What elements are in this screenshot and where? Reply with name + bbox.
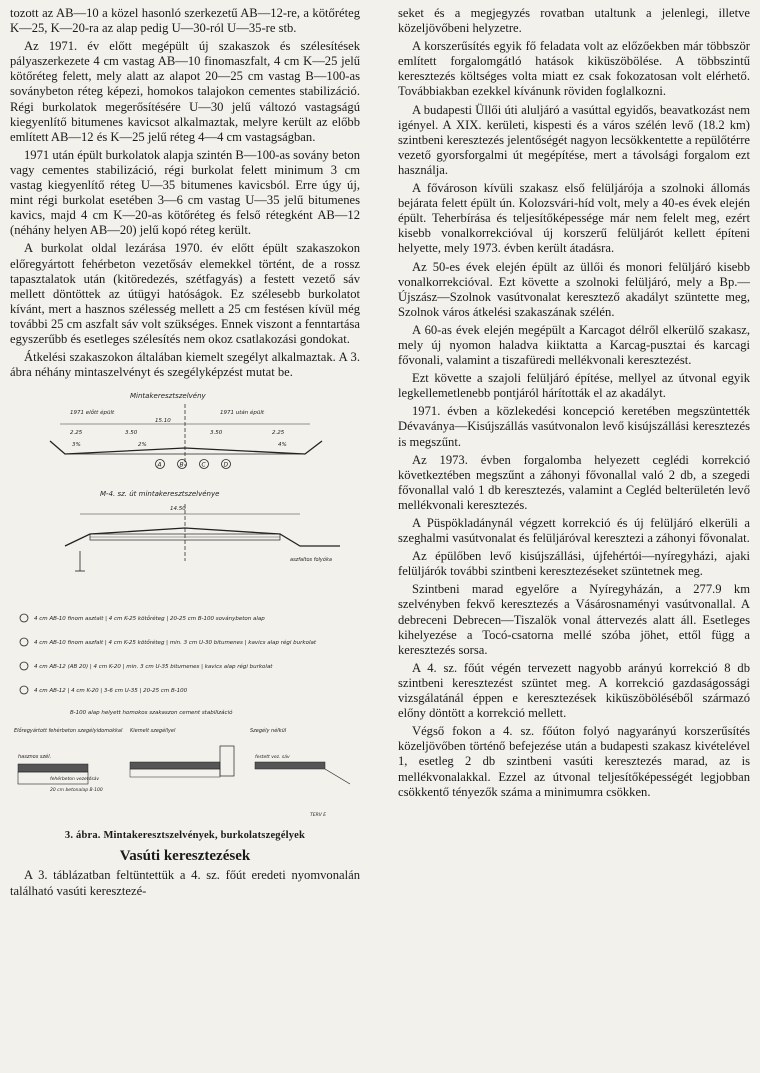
legend-a: 4 cm AB-10 finom asztalt | 4 cm K-25 kötőréteg | 20-25 cm B-100 soványbeton alap bbox=[34, 616, 265, 623]
paragraph: A budapesti Üllői úti aluljáró a vasúttal egyidős, beavatkozást nem igényel. A XIX. kerületi, kispesti és a város szélén levő (18.2 km) szintbeni keresztezés jelentőségét nagyon lecsökkentette a repülőtérre vezető gyorsforgalmi út megépítése, mert a távolsági forgalom ezt használja. bbox=[398, 102, 750, 177]
dim-1: 2.25 bbox=[70, 430, 83, 437]
dim-3: 3.50 bbox=[210, 430, 223, 437]
paragraph: A fővároson kívüli szakasz első felüljárója a szolnoki állomás bejárata felett épült ún. Kolozsvári-híd volt, mely a 40-es évek elején épült. Teherbírása és teljesítőképessége már nem felelt meg, ezért kisebb vonalkorrekcióval új korszerű felüljárót kellett építeni helyette, mely 1973. évben került átadásra. bbox=[398, 181, 750, 256]
after-label: 1971 után épült bbox=[220, 410, 265, 417]
dim-total-1: 15.10 bbox=[155, 418, 171, 425]
paragraph: A 60-as évek elején megépült a Karcagot délről elkerülő szakasz, mely új nyomon haladva kiiktatta a Karcag-pusztai és karcagi fővonali, valamint a tiszafüredi mellékvonali keresztezést. bbox=[398, 322, 750, 368]
circle-label-b: B bbox=[179, 461, 184, 469]
figure-title-1: Mintakeresztszelvény bbox=[130, 392, 206, 401]
cross-section-drawing bbox=[10, 386, 360, 826]
paragraph: Szintbeni marad egyelőre a Nyíregyházán, a 277.9 km szelvényben fekvő keresztezés a Vásárosnaményi vasútvonallal. A debreceni Debrecen—Tiszalök vonal áttervezés alatt áll. Esetleges kihelyezése a Tocó-csatorna mellé szóba jöhet, ettől függ a keresztezés sorsa. bbox=[398, 582, 750, 657]
edge-label-6: 20 cm betonalap B-100 bbox=[50, 788, 103, 794]
circle-label-a: A bbox=[157, 461, 162, 469]
paragraph: Ezt követte a szajoli felüljáró építése, mellyel az útvonal egyik legkellemetlenebb pontjáról hárították el az akadályt. bbox=[398, 371, 750, 401]
figure-caption: 3. ábra. Mintakeresztszelvények, burkolatszegélyek bbox=[64, 830, 306, 842]
paragraph: A 3. táblázatban feltüntettük a 4. sz. főút eredeti nyomvonalán található vasúti keresztezé- bbox=[10, 868, 360, 898]
pct-3: 4% bbox=[278, 442, 287, 449]
paragraph: 1971. évben a közlekedési koncepció keretében megszüntették Dévaványa—Kisújszállás vasútvonalon levő kisújszállási keresztezés is megszűnt. bbox=[398, 404, 750, 449]
edge-label-7: festett vez. sáv bbox=[255, 755, 290, 761]
paragraph: A 4. sz. főút végén tervezett nagyobb arányú korrekció 8 db szintbeni keresztezést szüntet meg. A korrekció gazdaságossági vizsgálatánál éppen e keresztezések kiküszöböléséből származó előny döntött a korrekció mellett. bbox=[398, 660, 750, 721]
cross-section-figure bbox=[10, 386, 360, 826]
edge-label-2: Kiemelt szegéllyel bbox=[130, 728, 176, 735]
circle-markers bbox=[156, 460, 231, 469]
dim-4: 2.25 bbox=[272, 430, 285, 437]
paragraph: A Püspökladánynál végzett korrekció és új felüljáró elkerüli a szeghalmi vasútvonalat és felüljáróval keresztezi a záhonyi fővonalat. bbox=[398, 516, 750, 546]
right-column bbox=[398, 6, 750, 803]
paragraph: Végső fokon a 4. sz. főúton folyó nagyarányú korszerűsítés közeljövőben történő befejezése után a budapesti szakasz kivételével 1, esetleg 2 db szintbeni vasúti keresztezés marad, az is mellékvonalakkal. Ezzel az útvonal teljesítőképességét legjobban csökkentő tényezők száma a minimumra csökken. bbox=[398, 724, 750, 799]
section-heading: Vasúti keresztezések bbox=[119, 848, 251, 865]
legend-c: 4 cm AB-12 (AB 20) | 4 cm K-20 | min. 3 cm U-35 bitumenes | kavics alap régi burkolat bbox=[34, 664, 273, 671]
edge-label-4: hasznos szél. bbox=[18, 754, 52, 761]
paragraph: Az épülőben levő kisújszállási, újfehértói—nyíregyházi, ajaki felüljárók további szintbeni keresztezéseket szüntetnek meg. bbox=[398, 549, 750, 579]
dim-total-2: 14.50 bbox=[170, 506, 186, 513]
layer-legend bbox=[20, 614, 317, 694]
legend-d: 4 cm AB-12 | 4 cm K-20 | 3-6 cm U-35 | 20-25 cm B-100 bbox=[34, 688, 188, 695]
edge-label-8: TERV E bbox=[310, 813, 327, 819]
figure-title-2: M-4. sz. út mintakeresztszelvénye bbox=[100, 490, 220, 499]
gutter-label: aszfaltos folyóka bbox=[290, 557, 332, 564]
paragraph: tozott az AB—10 a közel hasonló szerkezetű AB—12-re, a kötőréteg K—25, K—20-ra az alap pedig U—30-ról U—35-re stb. bbox=[10, 6, 360, 36]
paragraph: Az 1973. évben forgalomba helyezett ceglédi korrekció következtében megszűnt a záhonyi fővonallal való 2 db, a szegedi fővonallal való 1 db keresztezés, valamint a Cegléd belterületén levő mellékvonali keresztezés. bbox=[398, 452, 750, 512]
dim-2: 3.50 bbox=[125, 430, 138, 437]
paragraph: A burkolat oldal lezárása 1970. év előtt épült szakaszokon előregyártott fehérbeton vezetősáv elemekkel történt, de a rossz tapasztalatok után (kitöredezés, szétfagyás) a festett vezető sáv mellett döntöttek az útügyi hatóságok. Ez szélesebb burkolatot kívánt, mert a hasznos szélesség mellett a 25 cm festésen kívül még további 25 cm aszfalt sáv volt szükséges. Ennek viszont a fenntartása egyszerűbb és esetleges szélesítés nem okoz csatlakozási gondokat. bbox=[10, 241, 360, 346]
left-column bbox=[10, 6, 360, 902]
note-line: B-100 alap helyett homokos szakaszon cement stabilizáció bbox=[70, 710, 233, 717]
legend-b: 4 cm AB-10 finom aszfalt | 4 cm K-25 kötőréteg | min. 3 cm U-30 bitumenes | kavics alap régi burkolat bbox=[34, 640, 317, 647]
paragraph: Az 50-es évek elején épült az üllői és monori felüljáró kisebb vonalkorrekcióval. Ezt követte a szolnoki felüljáró, mely a Bp.—Újszász—Szolnok vasútvonalat keresztező akadályt szüntette meg, Szolnok város átkelési szakaszának szélén. bbox=[398, 259, 750, 319]
pct-2: 2% bbox=[138, 442, 147, 449]
edge-label-1: Előregyártott fehérbeton szegélyidomokkal bbox=[14, 728, 123, 735]
circle-label-c: C bbox=[201, 461, 206, 469]
paragraph: A korszerűsítés egyik fő feladata volt az előzőekben már többször említett forgalomgátló hatások kiküszöbölése. A többszintű keresztezés költséges volta miatt ez csak fokozatosan volt elérhető. Továbbiakban ezekkel kívánunk röviden foglalkozni. bbox=[398, 39, 750, 99]
pct-1: 3% bbox=[72, 442, 81, 449]
paragraph: 1971 után épült burkolatok alapja szintén B—100-as sovány beton vagy cementes stabilizáció, régi burkolat felett minimum 3 cm vastag kiegyenlítő réteg U—35 bitumenes kavicsból. Erre úgy új, mint régi burkolat esetében 3—6 cm vastag U—35 jelű bitumenes kavics, majd 4 cm K—20-as kötőréteg és felső rétegként AB—12 (néhány helyen AB—20) jelű kopó réteg került. bbox=[10, 147, 360, 238]
edge-label-3: Szegély nélkül bbox=[250, 728, 287, 735]
paragraph: Átkelési szakaszokon általában kiemelt szegélyt alkalmaztak. A 3. ábra néhány mintaszelvényt és szegélyképzést mutat be. bbox=[10, 350, 360, 380]
before-label: 1971 előtt épült bbox=[70, 410, 115, 417]
circle-label-d: D bbox=[223, 461, 229, 469]
edge-label-5: fehérbeton vezetősáv bbox=[50, 777, 100, 783]
paragraph: Az 1971. év előtt megépült új szakaszok és szélesítések pályaszerkezete 4 cm vastag AB—10 finomaszfalt, 4 cm K—25 jelű kötőréteg felett, mely alatt az alapot 20—25 cm vastag B—100-as soványbeton réteg képezi, homokos talajokon cementes stabilizáció. Régi burkolatok megerősítésére U—30 jelű változó vastagságú kiegyenlítő bitumenes kavicsot alkalmaztak, melyre került az előbb említett AB—12 és K—25 jelű réteg 4—4 cm vastagságban. bbox=[10, 39, 360, 144]
paragraph: seket és a megjegyzés rovatban utaltunk a jelenlegi, illetve közeljövőbeni helyzetre. bbox=[398, 6, 750, 36]
